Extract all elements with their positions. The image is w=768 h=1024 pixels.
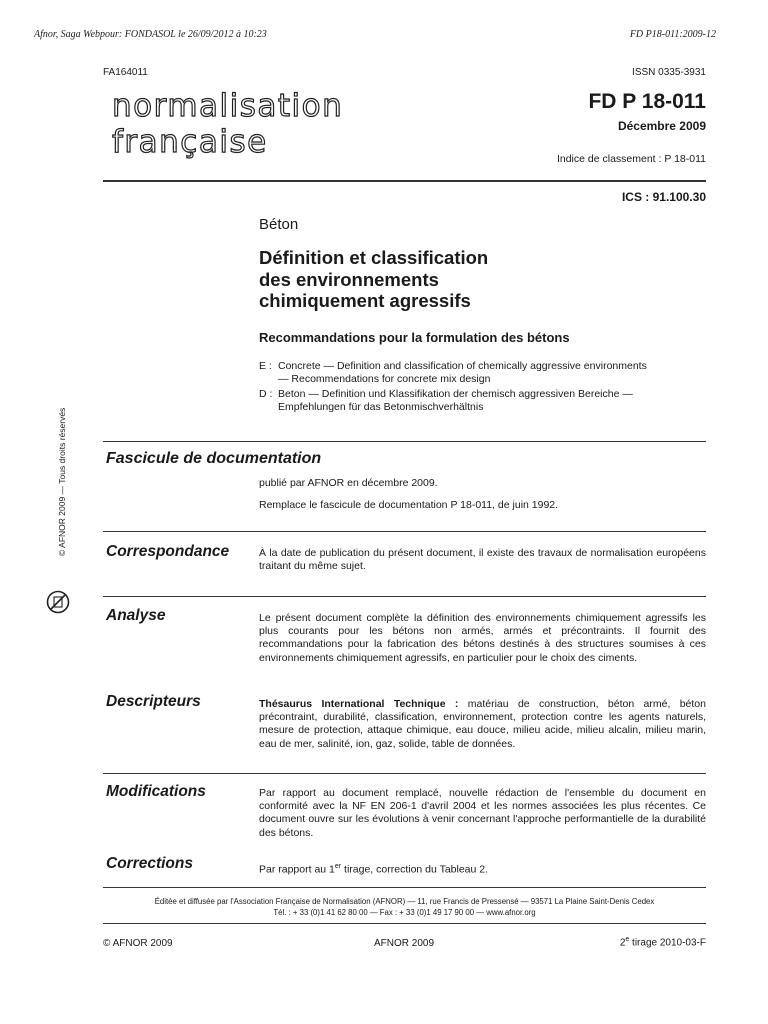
ref-code: FA164011 bbox=[103, 67, 148, 78]
footer-tirage bbox=[620, 936, 706, 948]
publisher-info bbox=[103, 896, 706, 918]
thesaurus-label: Thésaurus International Technique : bbox=[259, 698, 459, 710]
brand-logo bbox=[112, 88, 343, 160]
title-line-1: Définition et classification bbox=[259, 247, 489, 268]
corrections-superscript: er bbox=[334, 863, 342, 870]
descriptor-keywords: matériau de construction, béton armé, béton précontraint, durabilité, classification, environnement, protection contre les agents naturels, mesure de protection, attaque chimique, eau douce, milieu acide, milieu alcalin, milieu marin, eau de mer, salinité, ion, gaz, solide, table de données. bbox=[259, 698, 706, 750]
correspondance-text: À la date de publication du présent document, il existe des travaux de normalisation européens traitant du même sujet. bbox=[259, 547, 706, 573]
tirage-number: 2 bbox=[619, 937, 626, 949]
analyse-text: Le présent document complète la définition des environnements chimiquement agressifs les plus courants pour les bétons non armés, armés et précontraints. Il fournit des recommandations pour la fabrication des bétons destinés à des structures soumises à ces environnements chimiquement agressifs, en particulier pour le choix des ciments. bbox=[259, 612, 706, 664]
publication-date: Décembre 2009 bbox=[617, 119, 706, 133]
lang-label: D : bbox=[259, 388, 273, 400]
title-line-2: des environnements bbox=[259, 268, 439, 290]
corrections-text-end: tirage, correction du Tableau 2. bbox=[341, 863, 489, 876]
footer-copyright: © AFNOR 2009 bbox=[103, 938, 173, 949]
footer-divider bbox=[103, 923, 706, 924]
classification-index: Indice de classement : P 18-011 bbox=[556, 153, 706, 165]
section-divider bbox=[103, 441, 706, 442]
translation-english bbox=[259, 360, 709, 386]
correspondance-heading: Correspondance bbox=[106, 543, 230, 560]
subject: Béton bbox=[259, 216, 299, 233]
lang-label: E : bbox=[259, 360, 272, 372]
fascicule-published: publié par AFNOR en décembre 2009. bbox=[259, 477, 438, 489]
tirage-date: tirage 2010-03-F bbox=[629, 937, 706, 949]
translation-line: — Recommendations for concrete mix design bbox=[278, 373, 491, 386]
ics-code: ICS : 91.100.30 bbox=[621, 190, 706, 204]
brand-line-1: normalisation bbox=[112, 88, 344, 124]
no-photocopy-icon bbox=[46, 590, 70, 614]
header-divider bbox=[103, 180, 706, 182]
issn: ISSN 0335-3931 bbox=[632, 67, 706, 78]
descripteurs-text bbox=[259, 698, 706, 751]
tirage-superscript: e bbox=[625, 936, 630, 943]
section-divider bbox=[103, 531, 706, 532]
modifications-heading: Modifications bbox=[106, 783, 206, 800]
fascicule-heading: Fascicule de documentation bbox=[106, 450, 322, 467]
scan-header-left: Afnor, Saga Webpour: FONDASOL le 26/09/2012 à 10:23 bbox=[34, 29, 267, 40]
corrections-text bbox=[259, 860, 488, 877]
publisher-address: Éditée et diffusée par l'Association Française de Normalisation (AFNOR) — 11, rue Francis de Pressensé — 93571 La Plaine Saint-Denis Cedex bbox=[154, 897, 655, 906]
section-divider bbox=[103, 596, 706, 597]
document-subtitle: Recommandations pour la formulation des bétons bbox=[259, 330, 570, 345]
translation-line: Concrete — Definition and classification of chemically aggressive environments bbox=[278, 360, 647, 372]
translation-line: Beton — Definition und Klassifikation der chemisch aggressiven Bereiche — bbox=[278, 388, 633, 400]
descripteurs-heading: Descripteurs bbox=[106, 693, 201, 710]
brand-line-2: française bbox=[112, 124, 268, 160]
translation-german bbox=[259, 388, 709, 414]
modifications-text: Par rapport au document remplacé, nouvelle rédaction de l'ensemble du document en conformité avec la NF EN 206-1 d'avril 2004 et les normes associées les plus récentes. Ce document ouvre sur les évolutions à venir concernant l'approche performantielle de la durabilité des bétons. bbox=[259, 787, 706, 839]
footer-center: AFNOR 2009 bbox=[374, 938, 435, 949]
translation-line: Empfehlungen für das Betonmischverhältnis bbox=[278, 401, 484, 414]
title-line-3: chimiquement agressifs bbox=[259, 290, 471, 311]
section-divider bbox=[103, 773, 706, 774]
fascicule-replaces: Remplace le fascicule de documentation P 18-011, de juin 1992. bbox=[259, 499, 559, 511]
corrections-heading: Corrections bbox=[106, 855, 193, 872]
corrections-text-start: Par rapport au 1 bbox=[259, 863, 335, 876]
scan-header-right: FD P18-011:2009-12 bbox=[629, 29, 716, 40]
side-copyright-notice: © AFNOR 2009 — Tous droits réservés bbox=[57, 407, 67, 556]
publisher-contact: Tél. : + 33 (0)1 41 62 80 00 — Fax : + 33 (0)1 49 17 90 00 — www.afnor.org bbox=[273, 908, 536, 917]
analyse-heading: Analyse bbox=[106, 607, 166, 624]
standard-number: FD P 18-011 bbox=[588, 90, 706, 113]
document-title bbox=[259, 247, 488, 312]
footer-divider bbox=[103, 887, 706, 888]
